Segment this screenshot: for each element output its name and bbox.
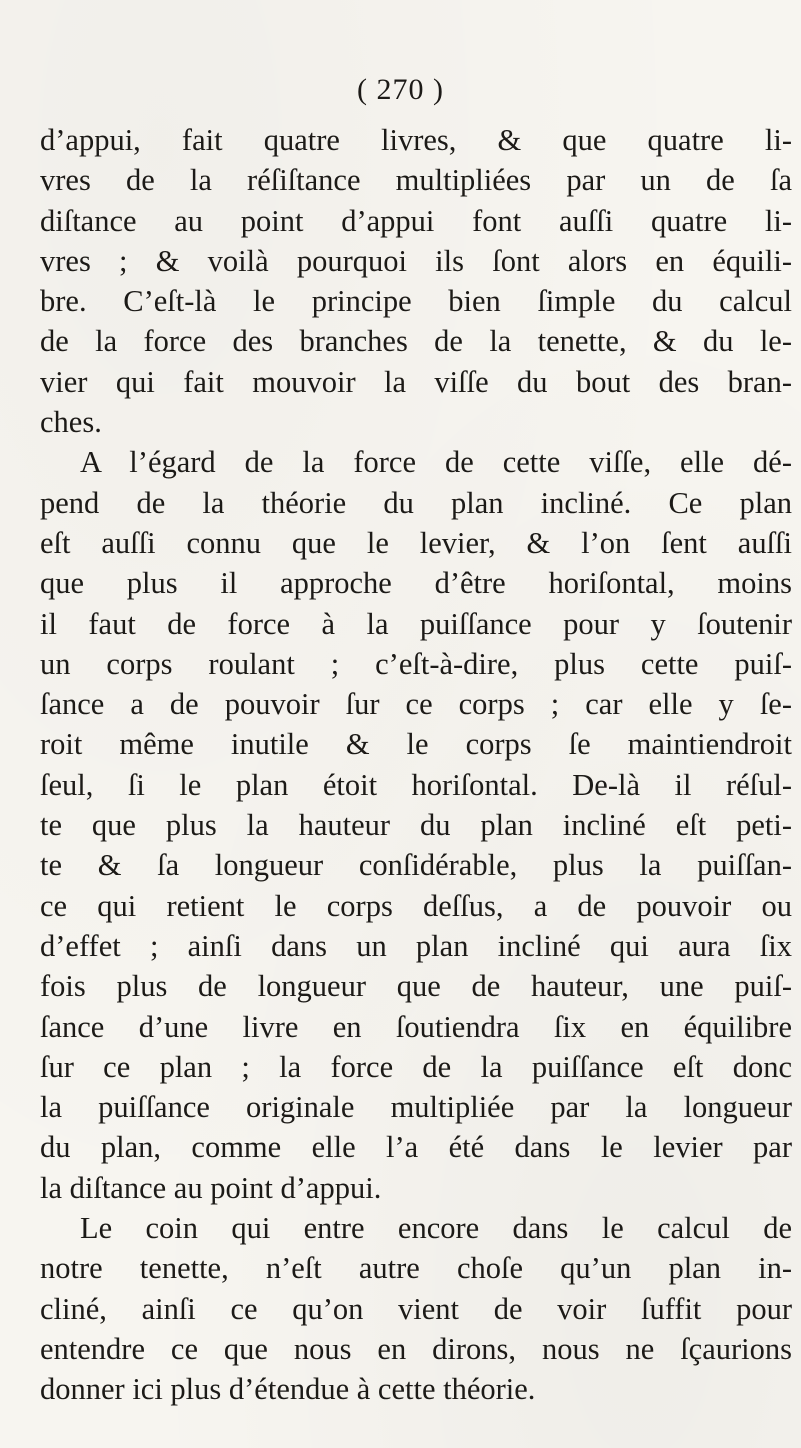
text-line: pend de la théorie du plan incliné. Ce plan [40,485,792,520]
text-line: d’appui, fait quatre livres, & que quatre li- [40,123,792,157]
text-line: vier qui fait mouvoir la viſſe du bout des bran- [40,364,792,399]
text-line: un corps roulant ; c’eſt-à-dire, plus cette puiſ- [40,646,792,681]
page-number: ( 270 ) [357,73,444,106]
text-line: vres de la réſiſtance multipliées par un de ſa [40,163,792,198]
text-line: ſur ce plan ; la force de la puiſſance eſt donc [40,1049,792,1084]
text-line: bre. C’eſt-là le principe bien ſimple du calcul [40,284,792,319]
text-line: A l’égard de la force de cette viſſe, elle dé- [80,445,792,480]
text-line: ches. [40,405,102,440]
text-line: cliné, ainſi ce qu’on vient de voir ſuffit pour [40,1291,792,1326]
text-line: vres ; & voilà pourquoi ils ſont alors en équili- [40,243,792,278]
text-line: Le coin qui entre encore dans le calcul de [80,1211,792,1246]
text-line: te que plus la hauteur du plan incliné eſt peti- [40,808,792,843]
text-line: ſance d’une livre en ſoutiendra ſix en équilibre [40,1009,792,1044]
text-line: d’effet ; ainſi dans un plan incliné qui aura ſix [40,928,792,963]
body-text [40,120,792,1410]
text-line: eſt auſſi connu que le levier, & l’on ſent auſſi [40,525,792,560]
text-line: donner ici plus d’étendue à cette théorie. [40,1372,536,1407]
text-line: te & ſa longueur conſidérable, plus la puiſſan- [40,848,792,883]
text-line: il faut de force à la puiſſance pour y ſoutenir [40,606,792,641]
text-line: ce qui retient le corps deſſus, a de pouvoir ou [40,888,792,923]
text-line: notre tenette, n’eſt autre choſe qu’un plan in- [40,1251,792,1286]
text-line: que plus il approche d’être horiſontal, moins [40,566,792,601]
text-line: la puiſſance originale multipliée par la longueur [40,1090,792,1125]
text-line: entendre ce que nous en dirons, nous ne ſçaurions [40,1331,792,1366]
text-line: ſeul, ſi le plan étoit horiſontal. De-là il réſul- [40,767,792,802]
text-line: de la force des branches de la tenette, & du le- [40,324,792,359]
text-line: diſtance au point d’appui font auſſi quatre li- [40,203,792,238]
text-line: ſance a de pouvoir ſur ce corps ; car elle y ſe- [40,687,792,722]
text-line: la diſtance au point d’appui. [40,1170,382,1205]
text-line: du plan, comme elle l’a été dans le levier par [40,1130,792,1165]
text-line: fois plus de longueur que de hauteur, une puiſ- [40,969,792,1004]
text-line: roit même inutile & le corps ſe maintiendroit [40,727,792,762]
